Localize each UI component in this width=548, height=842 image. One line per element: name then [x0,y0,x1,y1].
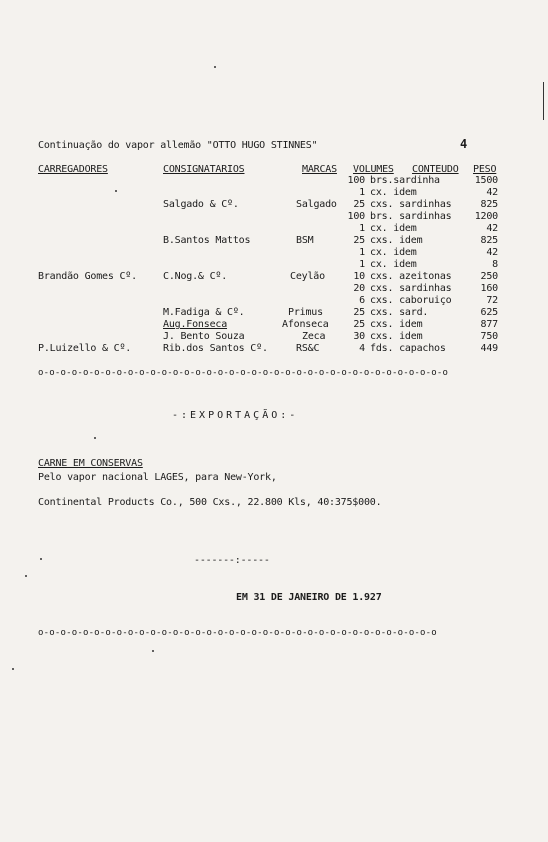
row-mark: Salgado [296,199,337,210]
row-consignee: B.Santos Mattos [163,235,251,246]
row-qty: 100 [347,211,365,222]
speck [214,66,216,68]
row-qty: 25 [353,319,365,330]
section-title: CARNE EM CONSERVAS [38,458,143,469]
col-header-peso: PESO [473,164,497,175]
row-qty: 100 [347,175,365,186]
row-qty: 6 [359,295,365,306]
row-qty: 25 [353,307,365,318]
row-weight: 1500 [474,175,498,186]
row-consignee: M.Fadiga & Cº. [163,307,245,318]
row-content: cxs. caboruiço [370,295,452,306]
col-header-marcas: MARCAS [302,164,337,175]
row-consignee: Aug.Fonseca [163,319,228,330]
row-mark: RS&C [296,343,320,354]
row-weight: 42 [486,187,498,198]
row-weight: 160 [480,283,498,294]
row-qty: 1 [359,259,365,270]
row-weight: 250 [480,271,498,282]
row-shipper: Brandão Gomes Cº. [38,271,137,282]
row-weight: 877 [480,319,498,330]
col-header-consignatarios: CONSIGNATARIOS [163,164,245,175]
row-content: cxs. idem [370,331,423,342]
row-weight: 1200 [474,211,498,222]
row-content: cx. idem [370,247,417,258]
row-content: cxs. sardinhas [370,199,452,210]
speck [25,575,27,577]
page-number: 4 [460,137,468,151]
row-weight: 42 [486,247,498,258]
date-line: EM 31 DE JANEIRO DE 1.927 [236,592,382,603]
continuation-heading: Continuação do vapor allemão "OTTO HUGO STINNES" [38,140,318,151]
row-qty: 1 [359,247,365,258]
row-weight: 449 [480,343,498,354]
row-content: brs.sardinha [370,175,440,186]
row-qty: 30 [353,331,365,342]
row-content: cxs. idem [370,235,423,246]
row-mark: Primus [288,307,323,318]
row-consignee: Salgado & Cº. [163,199,239,210]
row-qty: 20 [353,283,365,294]
speck [152,650,154,652]
row-weight: 8 [492,259,498,270]
row-qty: 1 [359,223,365,234]
col-header-carregadores: CARREGADORES [38,164,108,175]
row-content: fds. capachos [370,343,446,354]
row-consignee: C.Nog.& Cº. [163,271,228,282]
row-content: brs. sardinhas [370,211,452,222]
row-shipper: P.Luizello & Cº. [38,343,132,354]
row-content: cx. idem [370,187,417,198]
row-mark: Zeca [302,331,326,342]
row-weight: 625 [480,307,498,318]
row-mark: Afonseca [282,319,329,330]
row-consignee: J. Bento Souza [163,331,245,342]
col-header-conteudo: CONTEUDO [412,164,459,175]
export-entry: Continental Products Co., 500 Cxs., 22.800 Kls, 40:375$000. [38,497,382,508]
row-qty: 25 [353,235,365,246]
row-mark: Ceylão [290,271,325,282]
dotted-separator: o-o-o-o-o-o-o-o-o-o-o-o-o-o-o-o-o-o-o-o-o-o-o-o-o-o-o-o-o-o-o-o-o-o-o-o-o [38,368,449,378]
row-qty: 1 [359,187,365,198]
row-content: cxs. azeitonas [370,271,452,282]
short-rule: -------:----- [194,555,270,566]
row-mark: BSM [296,235,314,246]
row-content: cxs. sardinhas [370,283,452,294]
speck [115,190,117,192]
row-weight: 42 [486,223,498,234]
col-header-volumes: VOLUMES [353,164,394,175]
dotted-separator: o-o-o-o-o-o-o-o-o-o-o-o-o-o-o-o-o-o-o-o-o-o-o-o-o-o-o-o-o-o-o-o-o-o-o-o [38,628,437,638]
vessel-line: Pelo vapor nacional LAGES, para New-York, [38,472,277,483]
speck [40,558,42,560]
row-weight: 72 [486,295,498,306]
row-content: cxs. sard. [370,307,429,318]
row-weight: 825 [480,199,498,210]
row-weight: 750 [480,331,498,342]
speck [12,668,14,670]
speck [94,437,96,439]
page-edge-mark [543,82,544,120]
row-qty: 25 [353,199,365,210]
row-weight: 825 [480,235,498,246]
row-content: cx. idem [370,259,417,270]
export-heading: -:EXPORTAÇÃO:- [172,410,299,421]
row-consignee: Rib.dos Santos Cº. [163,343,268,354]
row-qty: 10 [353,271,365,282]
row-content: cx. idem [370,223,417,234]
row-qty: 4 [359,343,365,354]
row-content: cxs. idem [370,319,423,330]
